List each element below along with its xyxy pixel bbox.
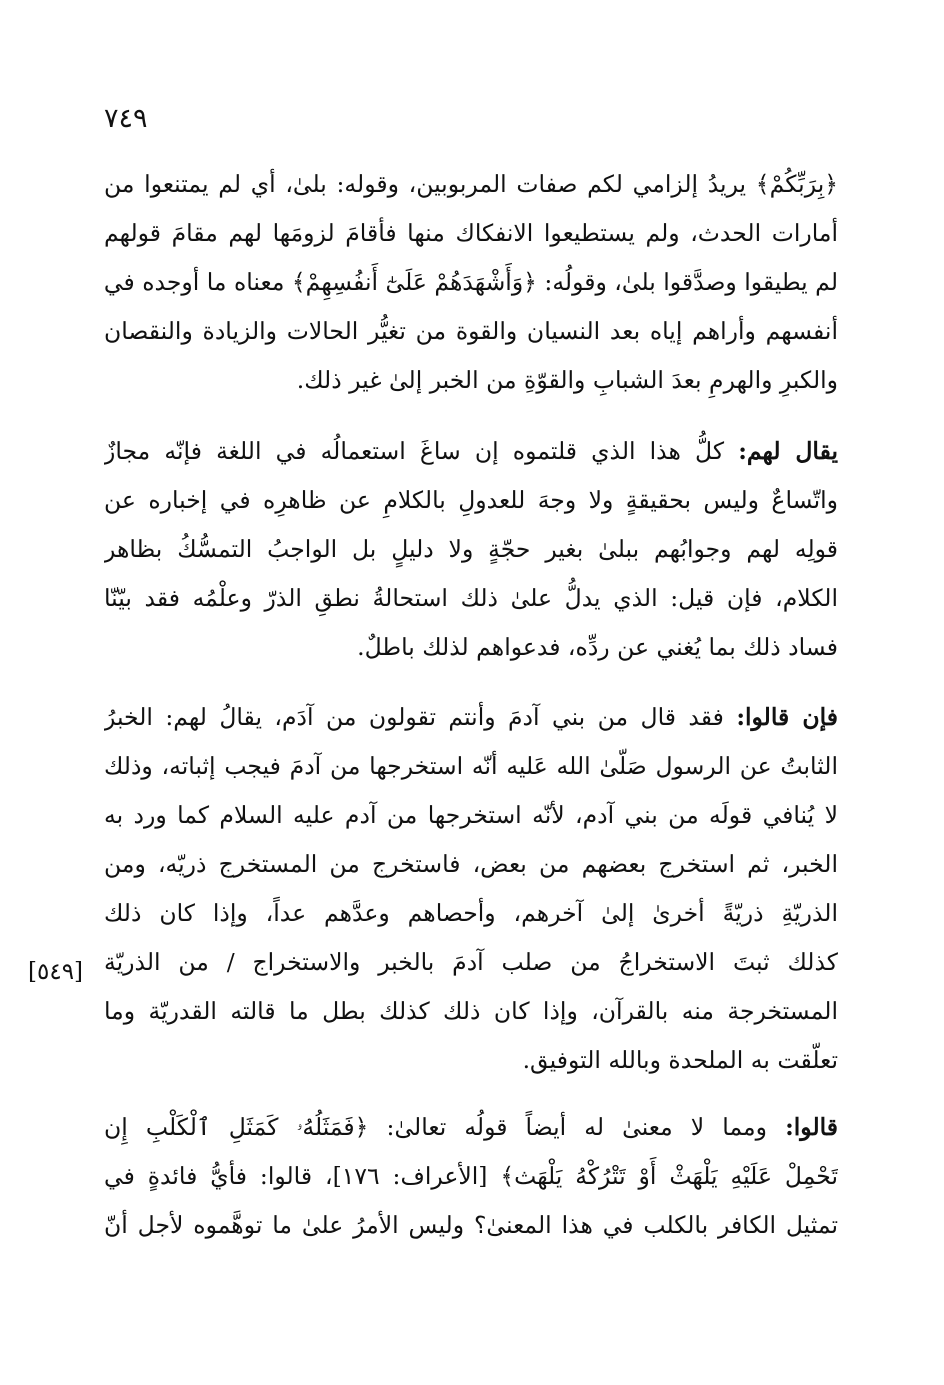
paragraph-3 [104,693,838,1085]
text-line: فساد ذلك بما يُغني عن ردِّه، فدعواهم لذلك باطلٌ. [357,633,838,661]
text-line: الخبر، ثم استخرج بعضهم من بعض، فاستخرج من المستخرج ذريّه، ومن [104,850,838,878]
text-line: كذلك ثبتَ الاستخراجُ من صلب آدمَ بالخبر والاستخراج / من الذريّة [104,948,838,976]
text-line: تعلّقت به الملحدة وبالله التوفيق. [522,1046,838,1074]
paragraph-lead: قالوا: [785,1113,838,1141]
paragraph-1 [104,160,838,405]
manuscript-page-marker: [٥٤٩] [28,959,84,985]
text-line: ﴿بِرَبِّكُمْ﴾ يريدُ إلزامي لكم صفات المربوبين، وقوله: بلىٰ، أي لم يمتنعوا من [104,170,838,198]
paragraph-4 [104,1103,838,1250]
paragraph-2 [104,427,838,672]
text-line: أنفسهم وأراهم إياه بعد النسيان والقوة من تغيُّر الحالات والزيادة والنقصان [104,317,838,345]
paragraph-lead: فإن قالوا: [736,703,838,731]
text-line: الكلام، فإن قيل: الذي يدلُّ علىٰ ذلك استحالةُ نطقِ الذرّ وعلْمُه فقد بيّنّا [104,584,838,612]
paragraph-lead: يقال لهم: [738,437,838,465]
text-line: الثابتُ عن الرسول صَلّىٰ الله عَليه أنّه استخرجها من آدمَ فيجب إثباته، وذلك [104,752,838,780]
text-line: والكبرِ والهرمِ بعدَ الشبابِ والقوّةِ من الخبر إلىٰ غير ذلك. [296,366,838,394]
text-line: تَحْمِلْ عَلَيْهِ يَلْهَثْ أَوْ تَتْرُكْهُ يَلْهَث﴾ [الأعراف: ١٧٦]، قالوا: فأيُّ فائدةٍ في [104,1162,838,1190]
text-line: قالوا: ومما لا معنىٰ له أيضاً قولُه تعالىٰ: ﴿فَمَثَلُهُۥ كَمَثَلِ ٱلْكَلْبِ إِن [104,1113,838,1141]
page-number: ٧٤٩ [104,103,148,134]
text-line: أمارات الحدث، ولم يستطيعوا الانفكاك منها فأقامَ لزومَها لهم مقامَ قولهم [104,219,838,247]
text-line: فإن قالوا: فقد قال من بني آدمَ وأنتم تقولون من آدَم، يقالُ لهم: الخبرُ [104,703,838,731]
text-line: الذريّةِ ذريّةً أخرىٰ إلىٰ آخرهم، وأحصاهم وعدَّهم عداً، وإذا كان ذلك [104,899,838,927]
text-line: قولِه لهم وجوابُهم ببلىٰ بغير حجّةٍ ولا دليلٍ بل الواجبُ التمسُّكُ بظاهر [104,535,838,563]
text-line: يقال لهم: كلُّ هذا الذي قلتموه إن ساغَ استعمالُه في اللغة فإنّه مجازٌ [104,437,838,465]
text-line: لم يطيقوا وصدَّقوا بلىٰ، وقولُه: ﴿وَأَشْهَدَهُمْ عَلَىٰٓ أَنفُسِهِمْ﴾ معناه ما أوجده في [104,268,838,296]
text-line: لا يُنافي قولَه من بني آدم، لأنّه استخرجها من آدم عليه السلام كما ورد به [104,801,838,829]
text-line: واتّساعٌ وليس بحقيقةٍ ولا وجهَ للعدولِ بالكلامِ عن ظاهرِه في إخباره عن [104,486,838,514]
text-line: تمثيل الكافر بالكلب في هذا المعنىٰ؟ وليس الأمرُ علىٰ ما توهَّموه لأجل أنّ [104,1211,838,1239]
text-line: المستخرجة منه بالقرآن، وإذا كان ذلك كذلك بطل ما قالته القدريّة وما [104,997,838,1025]
